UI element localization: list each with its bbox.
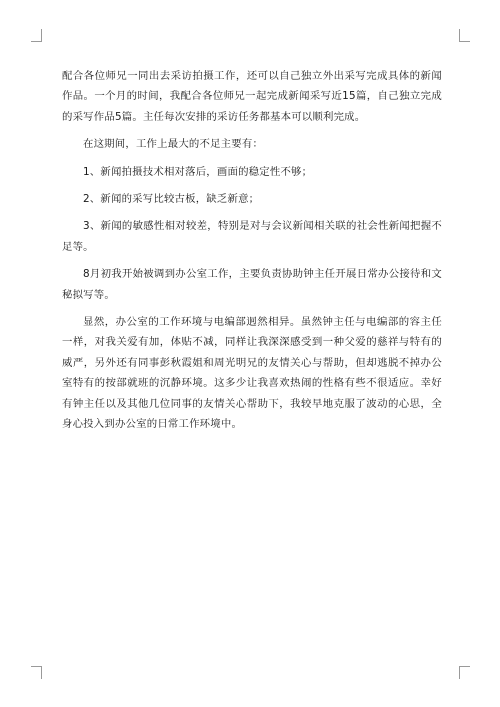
- paragraph-shortcomings-intro: 在这期间，工作上最大的不足主要有：: [83, 138, 264, 151]
- crop-mark-top-left: [31, 29, 42, 42]
- paragraph-office-transfer: 8月初我开始被调到办公室工作，主要负责协助钟主任开展日常办公接待和文秘拟写等。: [62, 268, 442, 301]
- list-item-shortcoming-3: 3、新闻的敏感性相对较差，特别是对与会议新闻相关联的社会性新闻把握不足等。: [62, 220, 442, 253]
- crop-mark-bottom-left: [31, 666, 42, 679]
- crop-mark-bottom-right: [459, 666, 470, 679]
- paragraph-work-summary: 配合各位师兄一同出去采访拍摄工作，还可以自己独立外出采写完成具体的新闻作品。一个月的时间，我配合各位师兄一起完成新闻采写近15篇，自己独立完成的采写作品5篇。主任每次安排的采访任务都基本可以顺利完成。: [62, 70, 442, 123]
- crop-mark-top-right: [459, 29, 470, 42]
- paragraph-office-environment: 显然，办公室的工作环境与电编部迥然相异。虽然钟主任与电编部的容主任一样，对我关爱有加，体贴不减，同样让我深深感受到一种父爱的慈祥与特有的威严，另外还有同事彭秋霞姐和周光明兄的友情关心与帮助，但却逃脱不掉办公室特有的按部就班的沉静环境。这多少让我喜欢热闹的性格有些不很适应。幸好有钟主任以及其他几位同事的友情关心帮助下，我较早地克服了波动的心思，全身心投入到办公室的日常工作环境中。: [62, 316, 442, 431]
- document-body: [62, 66, 442, 442]
- list-item-shortcoming-1: 1、新闻拍摄技术相对落后，画面的稳定性不够；: [83, 165, 313, 178]
- list-item-shortcoming-2: 2、新闻的采写比较古板，缺乏新意；: [83, 193, 260, 206]
